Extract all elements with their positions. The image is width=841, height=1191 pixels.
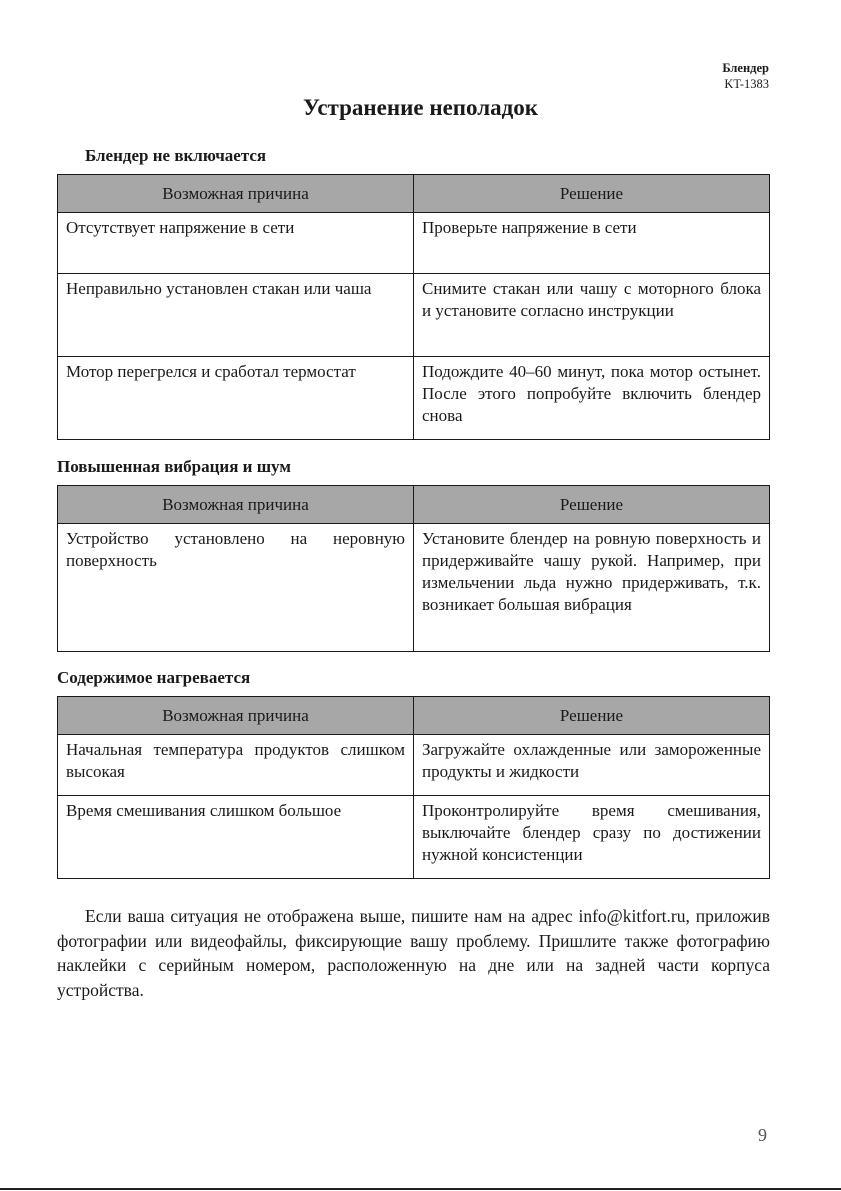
table-header-row — [58, 486, 770, 524]
running-header — [722, 60, 769, 92]
contact-note: Если ваша ситуация не отображена выше, пишите нам на адрес info@kitfort.ru, приложив фотографии или видеофайлы, фиксирующие вашу проблему. Пришлите также фотографию наклейки с серийным номером, расположенную на дне или на задней части корпуса устройства. — [57, 906, 770, 1000]
section-heading-vibration: Повышенная вибрация и шум — [57, 457, 291, 476]
col-header-solution: Решение — [414, 697, 770, 735]
troubleshoot-table-no-power — [57, 174, 770, 440]
table-row — [58, 274, 770, 357]
troubleshoot-table-vibration — [57, 485, 770, 652]
header-product: Блендер — [722, 61, 769, 75]
table-row — [58, 796, 770, 879]
solution-cell: Загружайте охлажденные или замороженные продукты и жидкости — [414, 735, 770, 796]
cause-cell: Устройство установлено на неровную поверхность — [58, 524, 414, 652]
bottom-rule — [0, 1188, 841, 1190]
section-heading-heating: Содержимое нагревается — [57, 668, 251, 687]
section-heading-no-power: Блендер не включается — [85, 146, 267, 165]
col-header-cause: Возможная причина — [58, 175, 414, 213]
cause-cell: Мотор перегрелся и сработал термостат — [58, 357, 414, 440]
col-header-solution: Решение — [414, 486, 770, 524]
cause-cell: Отсутствует напряжение в сети — [58, 213, 414, 274]
col-header-cause: Возможная причина — [58, 697, 414, 735]
header-model: KT-1383 — [724, 77, 769, 91]
col-header-cause: Возможная причина — [58, 486, 414, 524]
cause-cell: Время смешивания слишком большое — [58, 796, 414, 879]
col-header-solution: Решение — [414, 175, 770, 213]
table-header-row — [58, 175, 770, 213]
page-number: 9 — [758, 1125, 767, 1145]
solution-cell: Проконтролируйте время смешивания, выключайте блендер сразу по достижении нужной консистенции — [414, 796, 770, 879]
solution-cell: Установите блендер на ровную поверхность и придерживайте чашу рукой. Например, при измельчении льда нужно придерживать, т.к. возникает большая вибрация — [414, 524, 770, 652]
troubleshoot-table-heating — [57, 696, 770, 879]
table-row — [58, 524, 770, 652]
cause-cell: Начальная температура продуктов слишком высокая — [58, 735, 414, 796]
table-row — [58, 213, 770, 274]
table-header-row — [58, 697, 770, 735]
solution-cell: Проверьте напряжение в сети — [414, 213, 770, 274]
solution-cell: Подождите 40–60 минут, пока мотор остынет. После этого попробуйте включить блендер снова — [414, 357, 770, 440]
table-row — [58, 735, 770, 796]
page-title: Устранение неполадок — [302, 95, 539, 120]
cause-cell: Неправильно установлен стакан или чаша — [58, 274, 414, 357]
table-row — [58, 357, 770, 440]
solution-cell: Снимите стакан или чашу с моторного блока и установите согласно инструкции — [414, 274, 770, 357]
